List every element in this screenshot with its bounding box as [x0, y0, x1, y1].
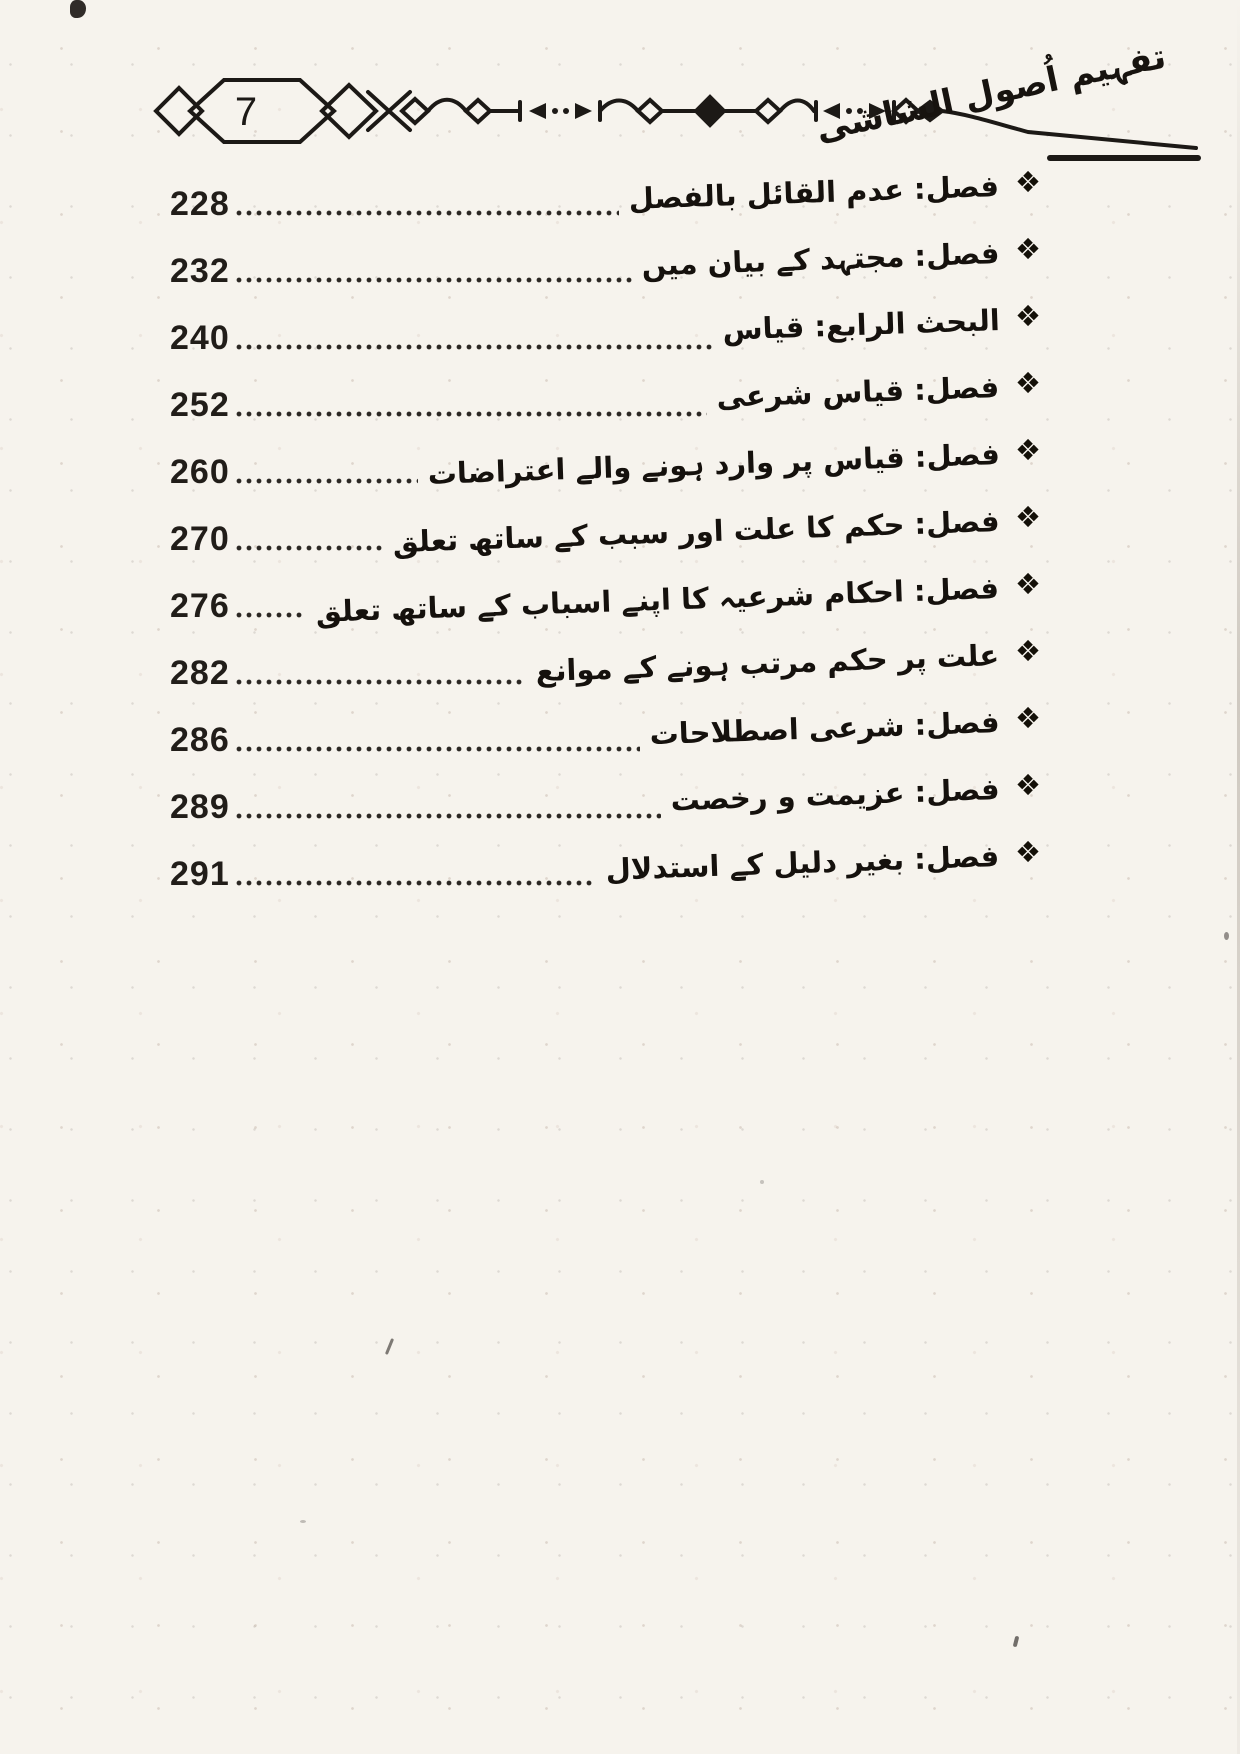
- dotted-leader: [234, 277, 632, 283]
- bullet-icon: ❖: [1015, 701, 1041, 735]
- toc-page-number: 240: [170, 319, 230, 357]
- toc-page-number: 289: [170, 788, 230, 826]
- wave-line: [600, 101, 638, 112]
- title-underline: [942, 111, 1196, 148]
- bullet-icon: ❖: [1015, 366, 1041, 400]
- toc-entry-title: علت پر حکم مرتب ہونے کے موانع: [535, 638, 1001, 689]
- bullet-icon: ❖: [1015, 835, 1041, 869]
- toc-entry: [168, 225, 1056, 292]
- scan-speck: [385, 1338, 394, 1355]
- toc-entry: [168, 694, 1056, 761]
- toc-list: [168, 158, 1056, 895]
- toc-page-number: 232: [170, 252, 230, 290]
- toc-page-number: 252: [170, 386, 230, 424]
- toc-page-number: 286: [170, 721, 230, 759]
- bullet-icon: ❖: [1015, 232, 1041, 266]
- toc-entry-title: فصل: بغیر دلیل کے استدلال: [605, 839, 1001, 887]
- toc-page-number: 291: [170, 855, 230, 893]
- toc-entry-title: فصل: شرعی اصطلاحات: [648, 705, 1001, 752]
- dotted-leader: [234, 679, 527, 685]
- small-diamond-icon: [756, 100, 780, 122]
- toc-entry-title: فصل: مجتہد کے بیان میں: [641, 236, 1001, 283]
- page-number-badge: [190, 80, 334, 142]
- toc-entry-title: البحث الرابع: قیاس: [721, 303, 1001, 347]
- toc-entry: [168, 359, 1056, 426]
- toc-entry-title: فصل: احکام شرعیہ کا اپنے اسباب کے ساتھ تعلق: [315, 571, 1001, 629]
- dotted-leader: [234, 612, 307, 618]
- right-arrow-icon: [575, 103, 592, 119]
- toc-entry: [168, 292, 1056, 359]
- bullet-icon: ❖: [1015, 634, 1041, 668]
- toc-entry: [168, 560, 1056, 627]
- left-arrow-icon: [529, 103, 546, 119]
- scan-speck: [1013, 1636, 1020, 1648]
- dot-icon: [563, 108, 569, 114]
- toc-entry-title: فصل: قیاس شرعی: [716, 370, 1001, 414]
- dotted-leader: [234, 210, 620, 216]
- toc-entry-title: فصل: عدم القائل بالفصل: [628, 169, 1001, 217]
- scan-speck: [760, 1180, 764, 1184]
- small-diamond-icon: [638, 100, 662, 122]
- toc-entry: [168, 158, 1056, 225]
- dotted-leader: [234, 880, 597, 886]
- toc-entry: [168, 627, 1056, 694]
- toc-page-number: 276: [170, 587, 230, 625]
- toc-entry-title: فصل: حکم کا علت اور سبب کے ساتھ تعلق: [392, 504, 1001, 560]
- toc-page-number: 228: [170, 185, 230, 223]
- toc-entry: [168, 493, 1056, 560]
- wave-line: [428, 100, 466, 111]
- scan-speck: [300, 1520, 306, 1523]
- dotted-leader: [234, 478, 418, 484]
- bullet-icon: ❖: [1015, 299, 1041, 333]
- bullet-icon: ❖: [1015, 768, 1041, 802]
- toc-page-number: 270: [170, 520, 230, 558]
- toc-entry: [168, 828, 1056, 895]
- toc-entry: [168, 761, 1056, 828]
- small-diamond-icon: [466, 100, 490, 122]
- toc-page-number: 282: [170, 654, 230, 692]
- dotted-leader: [234, 746, 640, 752]
- scan-speck: [1224, 932, 1229, 940]
- toc-page-number: 260: [170, 453, 230, 491]
- toc-entry-title: فصل: قیاس پر وارد ہونے والے اعتراضات: [426, 437, 1001, 492]
- small-diamond-icon: [402, 99, 428, 123]
- toc-entry-title: فصل: عزیمت و رخصت: [669, 772, 1001, 818]
- page-number: 7: [234, 90, 258, 134]
- toc-entry: [168, 426, 1056, 493]
- dotted-leader: [234, 545, 383, 551]
- book-title: تفہیم اُصول الشاشی: [812, 36, 1170, 150]
- dotted-leader: [234, 411, 708, 417]
- dotted-leader: [234, 813, 661, 819]
- dot-icon: [552, 108, 558, 114]
- bullet-icon: ❖: [1015, 433, 1041, 467]
- diamond-outline-icon: [156, 88, 202, 134]
- dotted-leader: [234, 344, 713, 350]
- wave-line: [780, 101, 814, 112]
- filled-diamond-icon: [696, 97, 724, 125]
- bullet-icon: ❖: [1015, 165, 1041, 199]
- bullet-icon: ❖: [1015, 567, 1041, 601]
- bullet-icon: ❖: [1015, 500, 1041, 534]
